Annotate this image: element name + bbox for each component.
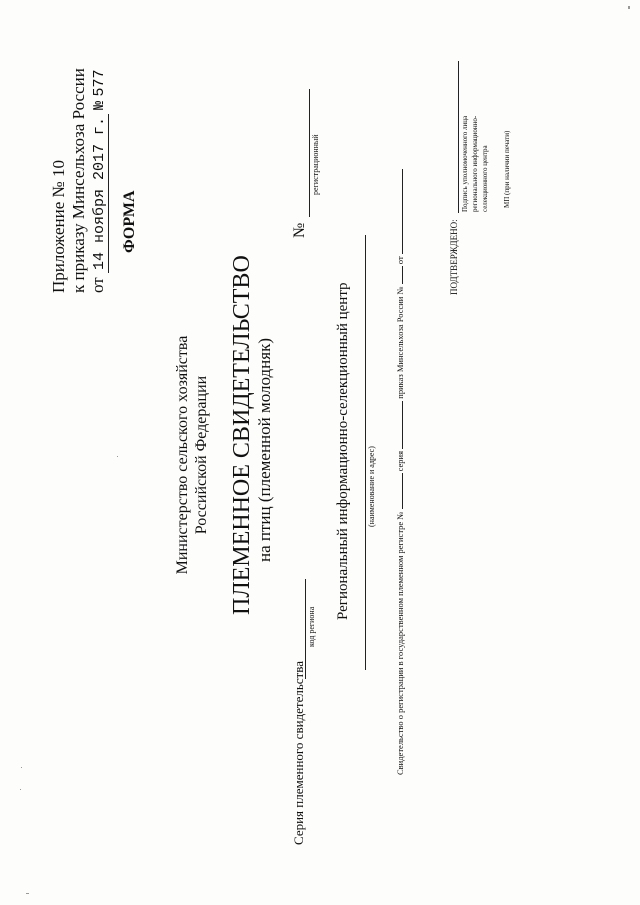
appendix-line-2: к приказу Минсельхоза России [69, 68, 88, 293]
registration-order: приказ Минсельхоза России № [395, 286, 405, 399]
signature-line [458, 61, 459, 213]
reg-number-caption: регистрационный [311, 134, 320, 195]
stamp-caption: МП (при наличии печати) [503, 130, 511, 208]
appendix-date: 14 ноября 2017 г. [91, 114, 109, 273]
scan-speck [628, 6, 630, 9]
appendix-number: 577 [91, 69, 108, 97]
regional-center: Региональный информационно-селекционный центр [335, 282, 351, 620]
ministry-line-1: Министерство сельского хозяйства [174, 335, 191, 575]
registration-series-blank [402, 401, 403, 449]
registration-text: Свидетельство о регистрации в государственном племенном регистре № [395, 511, 405, 775]
signature-caption-1: Подпись уполномоченного лица [461, 115, 469, 212]
number-sign: № [291, 222, 308, 238]
certificate-subtitle: на птиц (племенной молодняк) [255, 338, 274, 563]
registration-order-blank [402, 266, 403, 284]
name-address-line [365, 235, 366, 670]
region-code-caption: код региона [307, 606, 316, 647]
reg-number-line [309, 89, 310, 217]
scan-speck [26, 893, 29, 894]
appendix-date-prefix: от [88, 277, 107, 293]
appendix-date-row [89, 69, 107, 293]
registration-from: от [395, 256, 405, 265]
scan-speck [117, 456, 118, 457]
scan-speck [21, 767, 22, 768]
signature-caption-2: регионального информационно- [471, 115, 479, 212]
registration-number-blank [402, 473, 403, 509]
registration-series: серия [395, 450, 405, 472]
scan-speck [20, 789, 21, 790]
signature-caption-3: селекционного центра [481, 145, 489, 212]
registration-row [396, 169, 405, 775]
certificate-title: ПЛЕМЕННОЕ СВИДЕТЕЛЬСТВО [229, 255, 255, 615]
series-label: Серия племенного свидетельства [291, 661, 306, 845]
name-address-caption: (наименование и адрес) [367, 446, 376, 527]
series-line [305, 579, 306, 679]
registration-from-blank [402, 169, 403, 254]
appendix-number-prefix: № [91, 100, 108, 110]
confirmed-label: ПОДТВЕРЖДЕНО: [449, 219, 459, 295]
appendix-line-1: Приложение № 10 [49, 160, 68, 293]
forma-label: ФОРМА [121, 190, 138, 253]
ministry-line-2: Российской Федерации [193, 375, 210, 535]
